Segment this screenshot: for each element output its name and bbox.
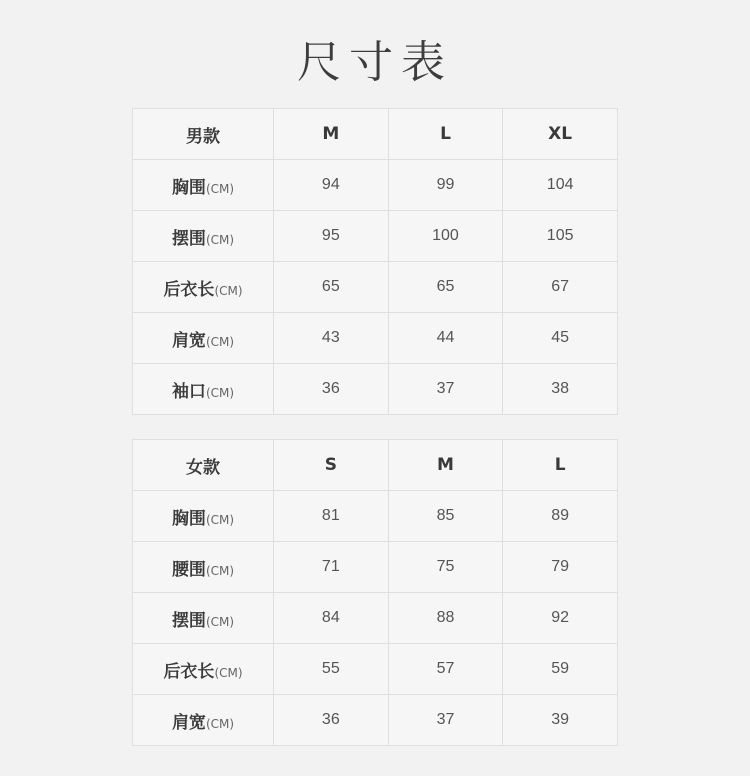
mens-row-label-2 bbox=[133, 262, 274, 313]
mens-row-label-text-1: 摆围 bbox=[171, 228, 206, 249]
womens-row-label-text-3: 后衣长 bbox=[163, 661, 215, 682]
mens-col-header-1: M bbox=[274, 109, 389, 160]
womens-cell-2-2: 92 bbox=[503, 593, 618, 644]
mens-row-unit-3: (CM) bbox=[205, 334, 235, 349]
mens-cell-4-1: 37 bbox=[388, 364, 503, 415]
table-row bbox=[133, 491, 618, 542]
womens-cell-1-2: 79 bbox=[503, 542, 618, 593]
womens-cell-1-1: 75 bbox=[388, 542, 503, 593]
mens-cell-3-2: 45 bbox=[503, 313, 618, 364]
mens-cell-3-1: 44 bbox=[388, 313, 503, 364]
mens-size-table-container bbox=[132, 108, 618, 415]
womens-col-header-3: L bbox=[503, 440, 618, 491]
womens-row-unit-0: (CM) bbox=[205, 512, 235, 527]
mens-row-unit-4: (CM) bbox=[205, 385, 235, 400]
mens-cell-1-0: 95 bbox=[274, 211, 389, 262]
womens-cell-3-2: 59 bbox=[503, 644, 618, 695]
table-row bbox=[133, 313, 618, 364]
mens-row-label-text-0: 胸围 bbox=[171, 177, 206, 198]
womens-cell-2-0: 84 bbox=[274, 593, 389, 644]
womens-cell-3-1: 57 bbox=[388, 644, 503, 695]
mens-row-label-text-3: 肩宽 bbox=[171, 330, 206, 351]
womens-table-title: 女款 bbox=[133, 440, 274, 491]
womens-size-table-container bbox=[132, 439, 618, 746]
mens-cell-3-0: 43 bbox=[274, 313, 389, 364]
mens-cell-0-1: 99 bbox=[388, 160, 503, 211]
mens-cell-0-0: 94 bbox=[274, 160, 389, 211]
womens-col-header-1: S bbox=[274, 440, 389, 491]
mens-cell-1-1: 100 bbox=[388, 211, 503, 262]
womens-row-unit-3: (CM) bbox=[214, 665, 243, 680]
mens-row-label-1 bbox=[133, 211, 274, 262]
mens-row-label-3 bbox=[133, 313, 274, 364]
mens-row-label-0 bbox=[133, 160, 274, 211]
womens-size-table bbox=[132, 439, 618, 746]
mens-size-table bbox=[132, 108, 618, 415]
table-row bbox=[133, 593, 618, 644]
mens-cell-2-0: 65 bbox=[274, 262, 389, 313]
womens-col-header-2: M bbox=[388, 440, 503, 491]
mens-cell-0-2: 104 bbox=[503, 160, 618, 211]
mens-cell-1-2: 105 bbox=[503, 211, 618, 262]
womens-row-label-0 bbox=[133, 491, 274, 542]
womens-row-label-1 bbox=[133, 542, 274, 593]
table-row bbox=[133, 160, 618, 211]
mens-row-label-text-2: 后衣长 bbox=[163, 279, 215, 300]
mens-cell-4-0: 36 bbox=[274, 364, 389, 415]
mens-cell-2-1: 65 bbox=[388, 262, 503, 313]
womens-cell-0-0: 81 bbox=[274, 491, 389, 542]
table-header-row bbox=[133, 109, 618, 160]
table-header-row bbox=[133, 440, 618, 491]
mens-row-unit-1: (CM) bbox=[205, 232, 235, 247]
mens-table-title: 男款 bbox=[133, 109, 274, 160]
table-row bbox=[133, 542, 618, 593]
mens-cell-2-2: 67 bbox=[503, 262, 618, 313]
mens-col-header-2: L bbox=[388, 109, 503, 160]
table-row bbox=[133, 262, 618, 313]
womens-cell-4-2: 39 bbox=[503, 695, 618, 746]
womens-row-label-3 bbox=[133, 644, 274, 695]
womens-cell-0-1: 85 bbox=[388, 491, 503, 542]
womens-cell-1-0: 71 bbox=[274, 542, 389, 593]
womens-row-label-text-4: 肩宽 bbox=[171, 712, 206, 733]
table-row bbox=[133, 644, 618, 695]
womens-row-unit-2: (CM) bbox=[205, 614, 235, 629]
mens-cell-4-2: 38 bbox=[503, 364, 618, 415]
table-row bbox=[133, 211, 618, 262]
womens-cell-0-2: 89 bbox=[503, 491, 618, 542]
womens-row-label-text-2: 摆围 bbox=[171, 610, 206, 631]
womens-row-unit-4: (CM) bbox=[205, 716, 235, 731]
mens-row-label-text-4: 袖口 bbox=[171, 381, 206, 402]
womens-cell-4-1: 37 bbox=[388, 695, 503, 746]
mens-row-label-4 bbox=[133, 364, 274, 415]
womens-row-label-text-1: 腰围 bbox=[171, 559, 206, 580]
page-title: 尺寸表 bbox=[297, 37, 453, 88]
womens-cell-2-1: 88 bbox=[388, 593, 503, 644]
table-row bbox=[133, 364, 618, 415]
womens-row-unit-1: (CM) bbox=[205, 563, 235, 578]
table-row bbox=[133, 695, 618, 746]
womens-row-label-4 bbox=[133, 695, 274, 746]
womens-row-label-2 bbox=[133, 593, 274, 644]
mens-col-header-3: XL bbox=[503, 109, 618, 160]
mens-row-unit-0: (CM) bbox=[205, 181, 235, 196]
womens-row-label-text-0: 胸围 bbox=[171, 508, 206, 529]
mens-row-unit-2: (CM) bbox=[214, 283, 243, 298]
womens-cell-4-0: 36 bbox=[274, 695, 389, 746]
womens-cell-3-0: 55 bbox=[274, 644, 389, 695]
